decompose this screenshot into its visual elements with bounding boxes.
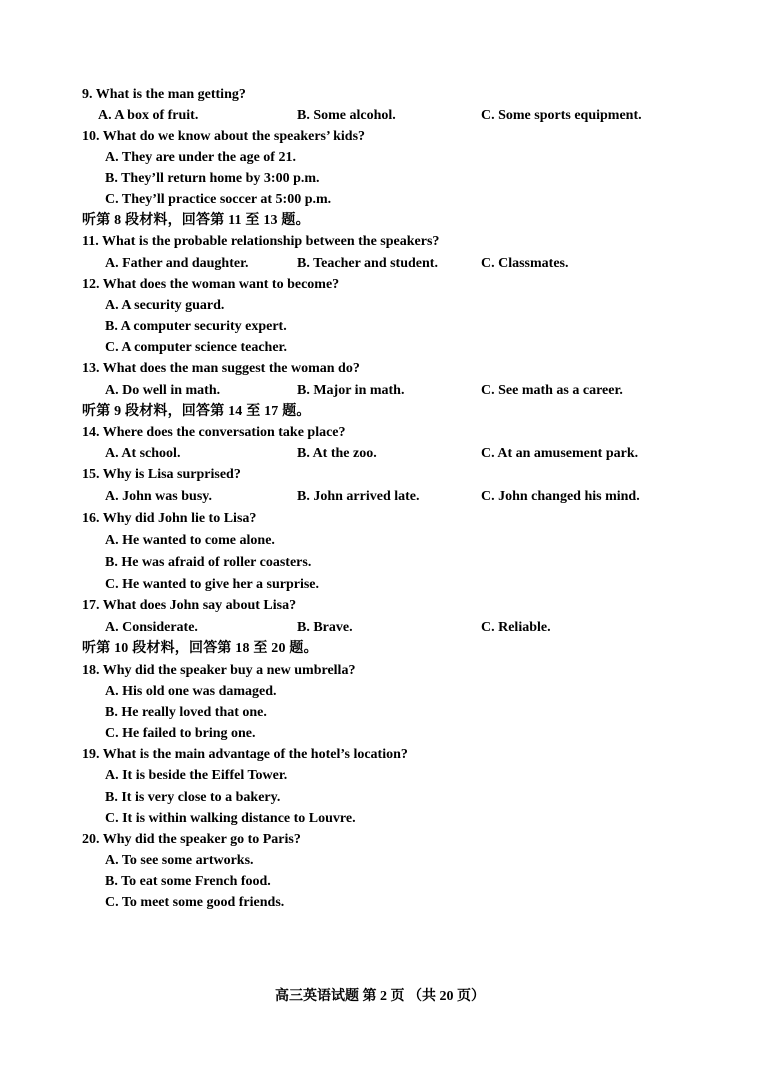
option-a: A. Father and daughter. — [105, 256, 249, 271]
question-9: 9. What is the man getting? — [82, 87, 246, 102]
option-b: B. Some alcohol. — [297, 108, 396, 123]
option-b: B. Brave. — [297, 620, 353, 635]
option-b: B. At the zoo. — [297, 446, 377, 461]
option-b: B. They’ll return home by 3:00 p.m. — [105, 171, 320, 186]
question-15-options — [0, 488, 760, 506]
option-a: A. To see some artworks. — [105, 853, 254, 868]
option-b: B. John arrived late. — [297, 489, 420, 504]
question-12: 12. What does the woman want to become? — [82, 277, 340, 292]
option-c: C. Classmates. — [481, 256, 569, 271]
question-20: 20. Why did the speaker go to Paris? — [82, 832, 301, 847]
option-b: B. Teacher and student. — [297, 256, 438, 271]
option-c: C. Reliable. — [481, 620, 551, 635]
question-14-options — [0, 445, 760, 463]
option-b: B. To eat some French food. — [105, 874, 271, 889]
question-10: 10. What do we know about the speakers’ kids? — [82, 129, 366, 144]
option-c: C. At an amusement park. — [481, 446, 639, 461]
option-b: B. A computer security expert. — [105, 319, 287, 334]
option-a: A. They are under the age of 21. — [105, 150, 296, 165]
option-a: A. He wanted to come alone. — [105, 533, 275, 548]
option-c: C. John changed his mind. — [481, 489, 640, 504]
question-9-options — [0, 107, 760, 125]
question-16: 16. Why did John lie to Lisa? — [82, 511, 257, 526]
question-13: 13. What does the man suggest the woman do? — [82, 361, 360, 376]
question-17: 17. What does John say about Lisa? — [82, 598, 297, 613]
option-b: B. Major in math. — [297, 383, 405, 398]
question-13-options — [0, 382, 760, 400]
option-b: B. He really loved that one. — [105, 705, 267, 720]
option-c: C. See math as a career. — [481, 383, 623, 398]
section-heading-9: 听第 9 段材料，回答第 14 至 17 题。 — [82, 404, 311, 419]
question-14: 14. Where does the conversation take place? — [82, 425, 346, 440]
question-19: 19. What is the main advantage of the hotel’s location? — [82, 747, 408, 762]
section-heading-8: 听第 8 段材料，回答第 11 至 13 题。 — [82, 213, 310, 228]
question-17-options — [0, 619, 760, 637]
option-c: C. He failed to bring one. — [105, 726, 256, 741]
option-c: C. A computer science teacher. — [105, 340, 287, 355]
option-a: A. At school. — [105, 446, 181, 461]
option-c: C. They’ll practice soccer at 5:00 p.m. — [105, 192, 332, 207]
option-b: B. It is very close to a bakery. — [105, 790, 281, 805]
option-c: C. He wanted to give her a surprise. — [105, 577, 319, 592]
page-footer: 高三英语试题 第 2 页 （共 20 页） — [275, 989, 485, 1004]
option-a: A. A box of fruit. — [98, 108, 199, 123]
option-b: B. He was afraid of roller coasters. — [105, 555, 312, 570]
question-18: 18. Why did the speaker buy a new umbrella? — [82, 663, 356, 678]
option-c: C. To meet some good friends. — [105, 895, 285, 910]
option-c: C. It is within walking distance to Louvre. — [105, 811, 356, 826]
section-heading-10: 听第 10 段材料，回答第 18 至 20 题。 — [82, 641, 318, 656]
option-a: A. His old one was damaged. — [105, 684, 277, 699]
option-a: A. John was busy. — [105, 489, 212, 504]
option-a: A. A security guard. — [105, 298, 225, 313]
option-c: C. Some sports equipment. — [481, 108, 642, 123]
option-a: A. It is beside the Eiffel Tower. — [105, 768, 288, 783]
option-a: A. Do well in math. — [105, 383, 221, 398]
question-11-options — [0, 255, 760, 273]
option-a: A. Considerate. — [105, 620, 198, 635]
question-15: 15. Why is Lisa surprised? — [82, 467, 241, 482]
question-11: 11. What is the probable relationship between the speakers? — [82, 234, 440, 249]
